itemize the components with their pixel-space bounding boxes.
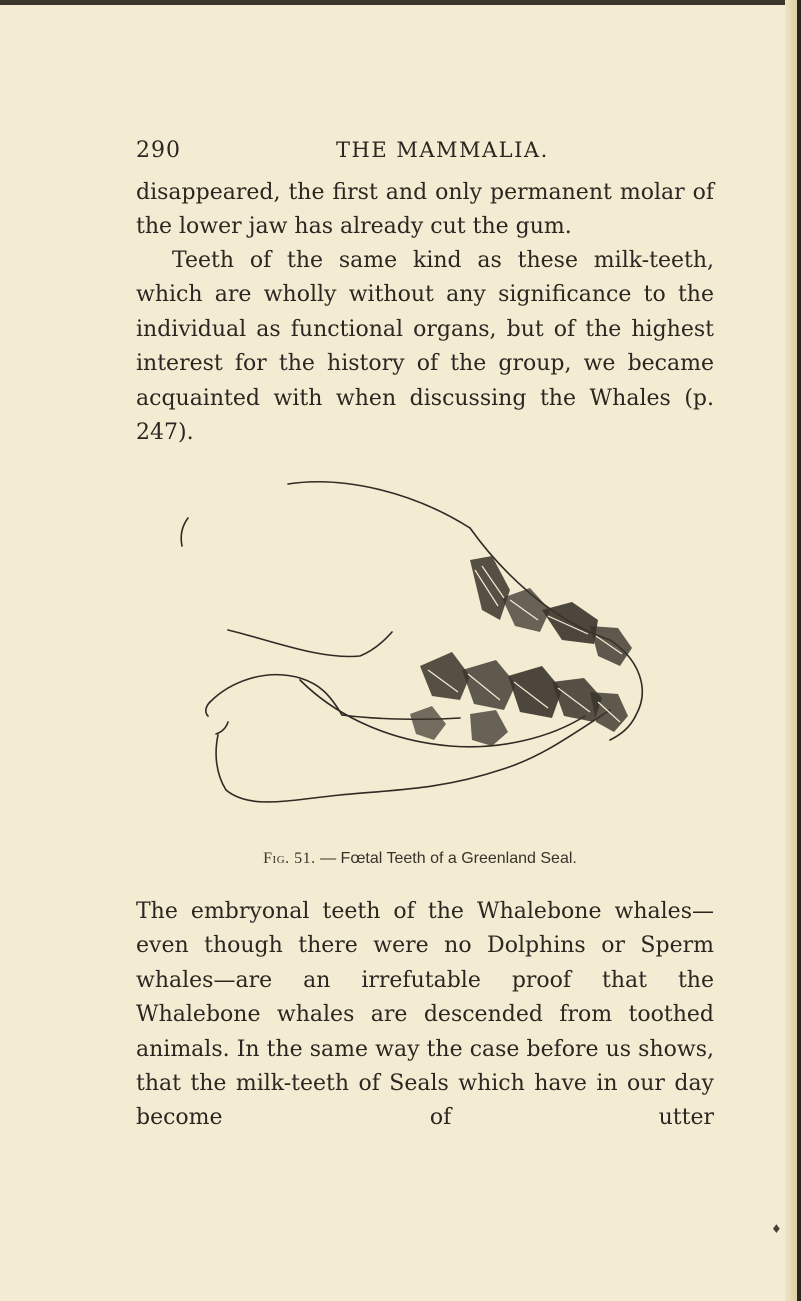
paragraph-embryonal <box>136 895 714 1136</box>
printer-mark: ♦ <box>771 1222 782 1236</box>
paragraph-teeth <box>136 244 714 450</box>
page-top-edge <box>0 0 801 5</box>
seal-jaw-illustration <box>170 470 650 830</box>
figure-seal-teeth <box>170 470 650 830</box>
page-right-edge <box>785 0 801 1301</box>
figure-caption <box>210 850 630 868</box>
running-head <box>136 138 676 168</box>
paragraph-1-text: disappeared, the first and only permanent molar of the lower jaw has already cut the gum. <box>136 180 714 240</box>
page-number: 290 <box>136 138 181 163</box>
jaw-outline <box>181 482 642 802</box>
paragraph-continued <box>136 176 714 245</box>
running-title: THE MAMMALIA. <box>336 138 549 162</box>
figure-label: Fig. 51. <box>263 850 316 867</box>
paragraph-2-text: Teeth of the same kind as these milk-teeth, which are wholly without any significance to the individual as functional organs, but of the highest interest for the history of the group, we became acquainted with when discussing the Whales (p. 247). <box>136 248 714 446</box>
paragraph-3-text: The embryonal teeth of the Whalebone whales—even though there were no Dolphins or Sperm whales—are an irrefutable proof that the Whalebone whales are descended from toothed animals. In the same way the case before us shows, that the milk-teeth of Seals which have in our day become of utter <box>136 899 714 1131</box>
figure-caption-text: — Fœtal Teeth of a Greenland Seal. <box>320 850 577 867</box>
